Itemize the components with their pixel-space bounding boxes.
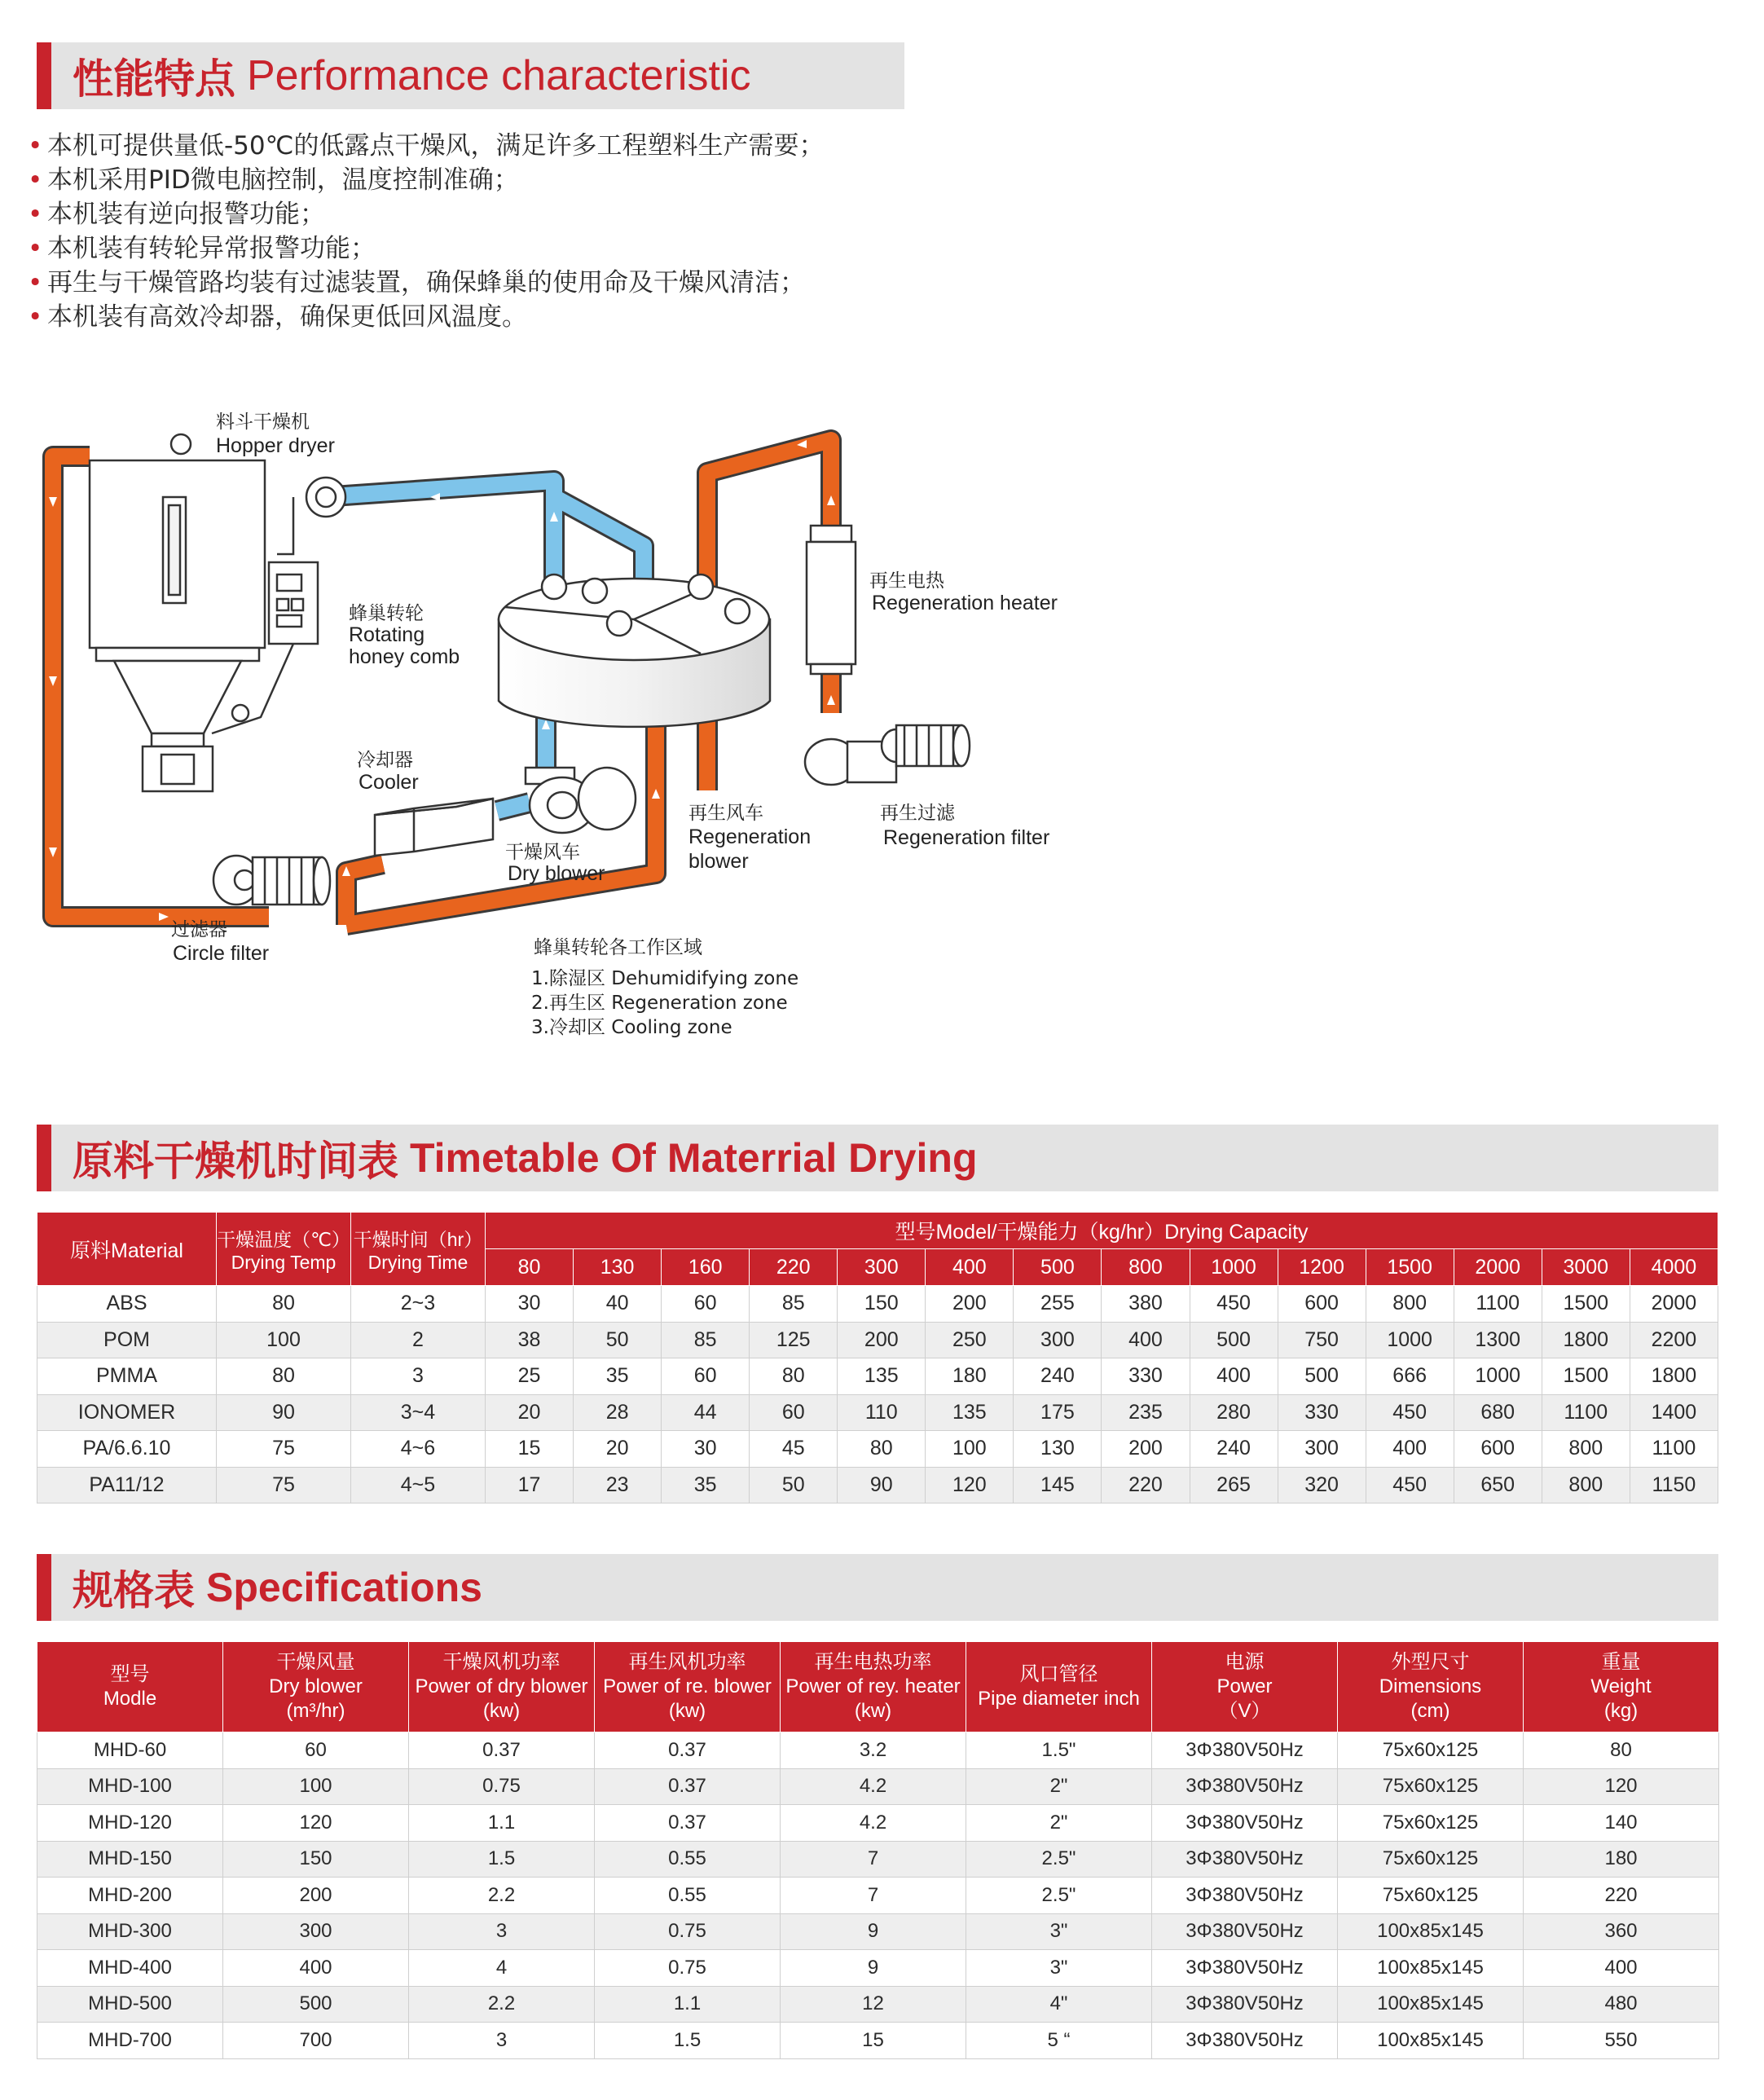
spec-header: 干燥风机功率 Power of dry blower (kw) <box>409 1642 595 1732</box>
capacity-cell: 30 <box>486 1286 574 1323</box>
spec-cell: MHD-120 <box>37 1805 223 1842</box>
temp-cell: 80 <box>217 1358 351 1395</box>
spec-cell: 1.1 <box>595 1986 781 2023</box>
honeycomb-label-en1: Rotating <box>349 623 425 646</box>
capacity-cell: 50 <box>574 1322 662 1358</box>
table-row <box>37 1913 1719 1950</box>
table-row <box>37 1986 1719 2023</box>
spec-cell: 3Φ380V50Hz <box>1152 2023 1338 2059</box>
cooler-outlet <box>497 803 530 811</box>
capacity-cell: 400 <box>1366 1431 1454 1468</box>
capacity-cell: 1100 <box>1542 1394 1630 1431</box>
capacity-cell: 220 <box>1102 1467 1190 1503</box>
spec-cell: 3Φ380V50Hz <box>1152 1950 1338 1987</box>
capacity-cell: 330 <box>1102 1358 1190 1395</box>
spec-cell: 0.37 <box>595 1732 781 1769</box>
capacity-cell: 330 <box>1278 1394 1366 1431</box>
hopper-label-zh: 料斗干燥机 <box>216 412 310 433</box>
time-cell: 3~4 <box>351 1394 486 1431</box>
table-row <box>37 1322 1718 1358</box>
spec-header-row <box>37 1642 1719 1732</box>
table-row <box>37 1841 1719 1878</box>
spec-cell: 480 <box>1524 1986 1719 2023</box>
spec-cell: MHD-400 <box>37 1950 223 1987</box>
capacity-cell: 130 <box>1014 1431 1102 1468</box>
spec-cell: MHD-200 <box>37 1878 223 1914</box>
spec-cell: 0.37 <box>595 1768 781 1805</box>
spec-cell: 3 <box>409 1913 595 1950</box>
spec-cell: MHD-500 <box>37 1986 223 2023</box>
capacity-cell: 45 <box>750 1431 838 1468</box>
temp-cell: 75 <box>217 1431 351 1468</box>
spec-cell: 120 <box>223 1805 409 1842</box>
capacity-cell: 240 <box>1014 1358 1102 1395</box>
list-item: • 再生与干燥管路均装有过滤装置，确保蜂巢的使用命及干燥风清洁； <box>28 268 805 297</box>
regen-blower-label-en1: Regeneration <box>688 825 812 848</box>
list-item: • 本机可提供量低-50℃的低露点干燥风，满足许多工程塑料生产需要； <box>28 131 825 161</box>
spec-header: 再生电热功率 Power of rey. heater (kw) <box>781 1642 966 1732</box>
time-cell: 2 <box>351 1322 486 1358</box>
dry-blower-label-en: Dry blower <box>508 862 605 885</box>
spec-cell: 3Φ380V50Hz <box>1152 1841 1338 1878</box>
material-cell: PMMA <box>37 1358 217 1395</box>
capacity-cell: 300 <box>1278 1431 1366 1468</box>
circle-filter-unit <box>213 856 330 905</box>
time-cell: 4~5 <box>351 1467 486 1503</box>
spec-header: 重量 Weight (kg) <box>1524 1642 1719 1732</box>
table-row <box>37 1286 1718 1323</box>
spec-header: 电源 Power （V） <box>1152 1642 1338 1732</box>
capacity-cell: 2200 <box>1630 1322 1718 1358</box>
header-temp: 干燥温度（℃） Drying Temp <box>217 1213 351 1286</box>
header-time: 干燥时间（hr） Drying Time <box>351 1213 486 1286</box>
spec-cell: 0.55 <box>595 1878 781 1914</box>
spec-cell: 300 <box>223 1913 409 1950</box>
spec-cell: MHD-100 <box>37 1768 223 1805</box>
spec-cell: 80 <box>1524 1732 1719 1769</box>
spec-cell: 4.2 <box>781 1805 966 1842</box>
capacity-cell: 85 <box>662 1322 750 1358</box>
table-row <box>37 1394 1718 1431</box>
table-row <box>37 1950 1719 1987</box>
spec-cell: 3Φ380V50Hz <box>1152 1805 1338 1842</box>
model-header: 4000 <box>1630 1249 1718 1286</box>
capacity-cell: 1300 <box>1454 1322 1542 1358</box>
spec-cell: 100x85x145 <box>1338 1986 1524 2023</box>
capacity-cell: 38 <box>486 1322 574 1358</box>
cooler-label-zh: 冷却器 <box>357 750 413 771</box>
capacity-cell: 180 <box>926 1358 1014 1395</box>
material-cell: POM <box>37 1322 217 1358</box>
capacity-cell: 17 <box>486 1467 574 1503</box>
section-title-zh: 性能特点 <box>73 55 235 103</box>
spec-cell: 4 <box>409 1950 595 1987</box>
heater-label-en: Regeneration heater <box>872 592 1058 614</box>
regeneration-heater <box>807 526 856 674</box>
zone-3: 3.冷却区 Cooling zone <box>531 1017 732 1038</box>
zone-2: 2.再生区 Regeneration zone <box>531 993 788 1014</box>
spec-cell: 220 <box>1524 1878 1719 1914</box>
capacity-cell: 250 <box>926 1322 1014 1358</box>
capacity-cell: 1400 <box>1630 1394 1718 1431</box>
regen-filter-label-en: Regeneration filter <box>883 826 1050 849</box>
specifications-table <box>37 1641 1719 2059</box>
spec-cell: 3Φ380V50Hz <box>1152 1732 1338 1769</box>
capacity-cell: 680 <box>1454 1394 1542 1431</box>
capacity-cell: 450 <box>1366 1467 1454 1503</box>
spec-cell: 0.37 <box>409 1732 595 1769</box>
spec-cell: 3Φ380V50Hz <box>1152 1913 1338 1950</box>
spec-cell: 3 <box>409 2023 595 2059</box>
regen-filter-label-zh: 再生过滤 <box>880 803 955 824</box>
spec-cell: MHD-300 <box>37 1913 223 1950</box>
dryer-flow-diagram <box>0 391 1141 1076</box>
model-header: 160 <box>662 1249 750 1286</box>
hopper-dryer <box>90 434 345 791</box>
circle-filter-label-zh: 过滤器 <box>171 919 227 940</box>
spec-cell: 75x60x125 <box>1338 1768 1524 1805</box>
spec-cell: 500 <box>223 1986 409 2023</box>
spec-cell: 1.5 <box>409 1841 595 1878</box>
capacity-cell: 500 <box>1190 1322 1278 1358</box>
table-row <box>37 1805 1719 1842</box>
list-item: • 本机装有转轮异常报警功能； <box>28 234 376 263</box>
capacity-cell: 400 <box>1102 1322 1190 1358</box>
section-title-en: Performance characteristic <box>247 52 751 99</box>
spec-header: 干燥风量 Dry blower (m³/hr) <box>223 1642 409 1732</box>
capacity-cell: 1000 <box>1454 1358 1542 1395</box>
capacity-cell: 300 <box>1014 1322 1102 1358</box>
dry-blower <box>526 768 636 833</box>
regeneration-filter-unit <box>805 725 970 785</box>
capacity-cell: 175 <box>1014 1394 1102 1431</box>
section-title-en: Timetable Of Materrial Drying <box>410 1135 978 1181</box>
spec-cell: 0.75 <box>409 1768 595 1805</box>
circle-filter-label-en: Circle filter <box>173 942 270 965</box>
capacity-cell: 35 <box>662 1467 750 1503</box>
capacity-cell: 600 <box>1454 1431 1542 1468</box>
capacity-cell: 600 <box>1278 1286 1366 1323</box>
spec-cell: 120 <box>1524 1768 1719 1805</box>
capacity-cell: 200 <box>926 1286 1014 1323</box>
capacity-cell: 800 <box>1366 1286 1454 1323</box>
spec-cell: 1.5" <box>966 1732 1152 1769</box>
table-row <box>37 1431 1718 1468</box>
header-material: 原料Material <box>37 1213 217 1286</box>
spec-cell: 100x85x145 <box>1338 1913 1524 1950</box>
section-header-timetable <box>37 1125 1718 1191</box>
material-cell: PA/6.6.10 <box>37 1431 217 1468</box>
spec-cell: 400 <box>1524 1950 1719 1987</box>
spec-cell: 75x60x125 <box>1338 1805 1524 1842</box>
material-cell: PA11/12 <box>37 1467 217 1503</box>
model-header: 1500 <box>1366 1249 1454 1286</box>
spec-cell: 2.5" <box>966 1878 1152 1914</box>
model-header: 300 <box>838 1249 926 1286</box>
capacity-cell: 1100 <box>1630 1431 1718 1468</box>
model-header: 220 <box>750 1249 838 1286</box>
capacity-cell: 50 <box>750 1467 838 1503</box>
capacity-cell: 60 <box>662 1286 750 1323</box>
capacity-cell: 240 <box>1190 1431 1278 1468</box>
capacity-cell: 145 <box>1014 1467 1102 1503</box>
spec-cell: 7 <box>781 1841 966 1878</box>
table-row <box>37 1878 1719 1914</box>
capacity-cell: 100 <box>926 1431 1014 1468</box>
spec-cell: MHD-60 <box>37 1732 223 1769</box>
spec-cell: 5 “ <box>966 2023 1152 2059</box>
temp-cell: 75 <box>217 1467 351 1503</box>
capacity-cell: 1100 <box>1454 1286 1542 1323</box>
section-marker <box>37 1125 51 1191</box>
spec-cell: 2" <box>966 1768 1152 1805</box>
list-item: • 本机采用PID微电脑控制，温度控制准确； <box>28 165 519 195</box>
time-cell: 3 <box>351 1358 486 1395</box>
capacity-cell: 120 <box>926 1467 1014 1503</box>
zone-1: 1.除湿区 Dehumidifying zone <box>531 968 799 989</box>
table-row <box>37 2023 1719 2059</box>
capacity-cell: 1000 <box>1366 1322 1454 1358</box>
temp-cell: 90 <box>217 1394 351 1431</box>
spec-cell: 0.55 <box>595 1841 781 1878</box>
cooler-unit <box>375 799 493 856</box>
spec-cell: 100x85x145 <box>1338 2023 1524 2059</box>
spec-cell: 140 <box>1524 1805 1719 1842</box>
capacity-cell: 265 <box>1190 1467 1278 1503</box>
capacity-cell: 500 <box>1278 1358 1366 1395</box>
section-title-zh: 规格表 <box>73 1567 195 1614</box>
model-header: 500 <box>1014 1249 1102 1286</box>
capacity-cell: 1150 <box>1630 1467 1718 1503</box>
capacity-cell: 280 <box>1190 1394 1278 1431</box>
capacity-cell: 650 <box>1454 1467 1542 1503</box>
hopper-label-en: Hopper dryer <box>216 434 335 457</box>
capacity-cell: 255 <box>1014 1286 1102 1323</box>
capacity-cell: 150 <box>838 1286 926 1323</box>
capacity-cell: 2000 <box>1630 1286 1718 1323</box>
table-row <box>37 1467 1718 1503</box>
capacity-cell: 1800 <box>1630 1358 1718 1395</box>
model-header: 1000 <box>1190 1249 1278 1286</box>
capacity-cell: 44 <box>662 1394 750 1431</box>
time-cell: 2~3 <box>351 1286 486 1323</box>
material-cell: IONOMER <box>37 1394 217 1431</box>
model-header: 3000 <box>1542 1249 1630 1286</box>
capacity-cell: 40 <box>574 1286 662 1323</box>
spec-cell: 3Φ380V50Hz <box>1152 1986 1338 2023</box>
model-header: 2000 <box>1454 1249 1542 1286</box>
temp-cell: 80 <box>217 1286 351 1323</box>
cooler-label-en: Cooler <box>359 771 419 794</box>
feature-list <box>28 129 824 334</box>
capacity-cell: 60 <box>750 1394 838 1431</box>
section-header-performance <box>37 42 904 109</box>
capacity-cell: 20 <box>486 1394 574 1431</box>
header-capacity: 型号Model/干燥能力（kg/hr）Drying Capacity <box>486 1213 1718 1249</box>
spec-cell: 3Φ380V50Hz <box>1152 1768 1338 1805</box>
capacity-cell: 23 <box>574 1467 662 1503</box>
capacity-cell: 85 <box>750 1286 838 1323</box>
material-cell: ABS <box>37 1286 217 1323</box>
zones-title: 蜂巢转轮各工作区域 <box>534 937 702 958</box>
spec-cell: 75x60x125 <box>1338 1732 1524 1769</box>
list-item: • 本机装有高效冷却器，确保更低回风温度。 <box>28 302 527 332</box>
spec-cell: 3" <box>966 1913 1152 1950</box>
spec-cell: 1.1 <box>409 1805 595 1842</box>
spec-cell: 550 <box>1524 2023 1719 2059</box>
list-item: • 本机装有逆向报警功能； <box>28 200 325 229</box>
capacity-cell: 400 <box>1190 1358 1278 1395</box>
capacity-cell: 235 <box>1102 1394 1190 1431</box>
spec-cell: 200 <box>223 1878 409 1914</box>
spec-cell: 4" <box>966 1986 1152 2023</box>
spec-cell: 9 <box>781 1950 966 1987</box>
spec-header: 再生风机功率 Power of re. blower (kw) <box>595 1642 781 1732</box>
honeycomb-rotor <box>499 575 770 727</box>
model-header: 80 <box>486 1249 574 1286</box>
capacity-cell: 450 <box>1366 1394 1454 1431</box>
regen-blower-label-en2: blower <box>688 850 749 873</box>
section-header-specifications <box>37 1554 1718 1621</box>
capacity-cell: 30 <box>662 1431 750 1468</box>
capacity-cell: 110 <box>838 1394 926 1431</box>
section-title-zh: 原料干燥机时间表 <box>73 1138 398 1185</box>
spec-cell: MHD-700 <box>37 2023 223 2059</box>
section-title-en: Specifications <box>206 1565 482 1610</box>
capacity-cell: 80 <box>750 1358 838 1395</box>
spec-cell: 12 <box>781 1986 966 2023</box>
spec-cell: 15 <box>781 2023 966 2059</box>
spec-cell: 3Φ380V50Hz <box>1152 1878 1338 1914</box>
spec-cell: 3.2 <box>781 1732 966 1769</box>
capacity-cell: 200 <box>838 1322 926 1358</box>
table-row <box>37 1358 1718 1395</box>
spec-cell: 150 <box>223 1841 409 1878</box>
capacity-cell: 135 <box>926 1394 1014 1431</box>
drying-timetable <box>37 1212 1718 1503</box>
model-header: 400 <box>926 1249 1014 1286</box>
spec-cell: 1.5 <box>595 2023 781 2059</box>
capacity-cell: 60 <box>662 1358 750 1395</box>
capacity-cell: 1500 <box>1542 1358 1630 1395</box>
spec-cell: 100 <box>223 1768 409 1805</box>
spec-cell: 75x60x125 <box>1338 1878 1524 1914</box>
spec-cell: 0.75 <box>595 1913 781 1950</box>
temp-cell: 100 <box>217 1322 351 1358</box>
spec-header: 型号 Modle <box>37 1642 223 1732</box>
spec-cell: 75x60x125 <box>1338 1841 1524 1878</box>
honeycomb-label-en2: honey comb <box>349 645 460 668</box>
capacity-cell: 35 <box>574 1358 662 1395</box>
section-marker <box>37 42 51 109</box>
capacity-cell: 25 <box>486 1358 574 1395</box>
spec-cell: 2.5" <box>966 1841 1152 1878</box>
capacity-cell: 750 <box>1278 1322 1366 1358</box>
spec-cell: 400 <box>223 1950 409 1987</box>
model-header: 800 <box>1102 1249 1190 1286</box>
spec-cell: 3" <box>966 1950 1152 1987</box>
spec-cell: 60 <box>223 1732 409 1769</box>
heater-label-zh: 再生电热 <box>869 570 944 592</box>
spec-cell: 2.2 <box>409 1986 595 2023</box>
capacity-cell: 666 <box>1366 1358 1454 1395</box>
spec-cell: 360 <box>1524 1913 1719 1950</box>
table-row <box>37 1732 1719 1769</box>
spec-header: 风口管径 Pipe diameter inch <box>966 1642 1152 1732</box>
capacity-cell: 450 <box>1190 1286 1278 1323</box>
dry-blower-label-zh: 干燥风车 <box>505 842 580 863</box>
capacity-cell: 1800 <box>1542 1322 1630 1358</box>
capacity-cell: 1500 <box>1542 1286 1630 1323</box>
model-header: 130 <box>574 1249 662 1286</box>
spec-cell: 9 <box>781 1913 966 1950</box>
spec-cell: 180 <box>1524 1841 1719 1878</box>
capacity-cell: 800 <box>1542 1431 1630 1468</box>
capacity-cell: 380 <box>1102 1286 1190 1323</box>
capacity-cell: 28 <box>574 1394 662 1431</box>
honeycomb-label-zh: 蜂巢转轮 <box>349 603 424 624</box>
regen-blower-label-zh: 再生风车 <box>688 803 763 824</box>
spec-cell: 700 <box>223 2023 409 2059</box>
capacity-cell: 320 <box>1278 1467 1366 1503</box>
section-marker <box>37 1554 51 1621</box>
capacity-cell: 20 <box>574 1431 662 1468</box>
time-cell: 4~6 <box>351 1431 486 1468</box>
spec-cell: 2.2 <box>409 1878 595 1914</box>
spec-cell: 4.2 <box>781 1768 966 1805</box>
capacity-cell: 125 <box>750 1322 838 1358</box>
spec-cell: 7 <box>781 1878 966 1914</box>
spec-cell: 0.75 <box>595 1950 781 1987</box>
capacity-cell: 90 <box>838 1467 926 1503</box>
capacity-cell: 15 <box>486 1431 574 1468</box>
capacity-cell: 135 <box>838 1358 926 1395</box>
spec-header: 外型尺寸 Dimensions (cm) <box>1338 1642 1524 1732</box>
spec-cell: 0.37 <box>595 1805 781 1842</box>
capacity-cell: 80 <box>838 1431 926 1468</box>
model-header: 1200 <box>1278 1249 1366 1286</box>
spec-cell: MHD-150 <box>37 1841 223 1878</box>
table-row <box>37 1768 1719 1805</box>
spec-cell: 100x85x145 <box>1338 1950 1524 1987</box>
capacity-cell: 200 <box>1102 1431 1190 1468</box>
spec-cell: 2" <box>966 1805 1152 1842</box>
capacity-cell: 800 <box>1542 1467 1630 1503</box>
